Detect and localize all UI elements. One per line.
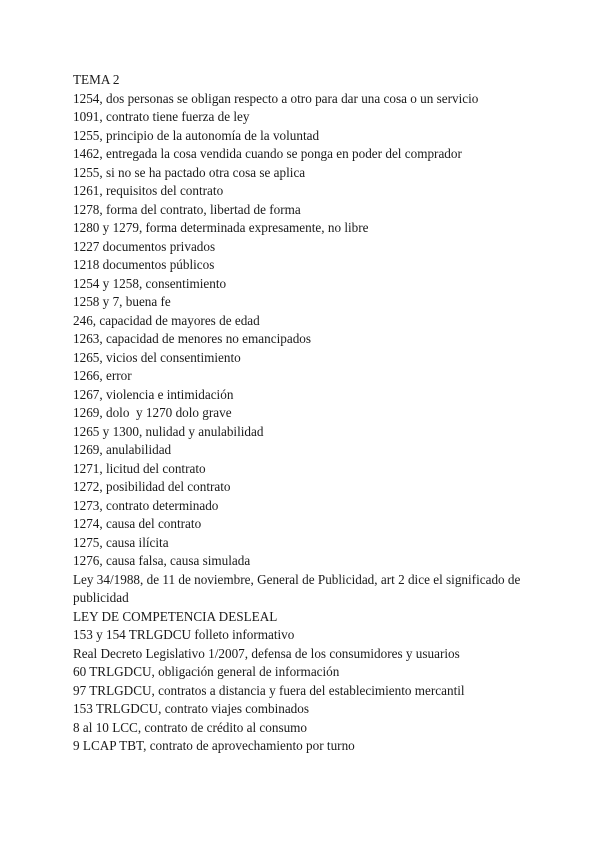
document-line: 1254, dos personas se obligan respecto a otro para dar una cosa o un servicio [73,90,479,106]
document-line: 1255, principio de la autonomía de la voluntad [73,127,320,143]
document-line: 1261, requisitos del contrato [73,183,224,198]
document-line: Real Decreto Legislativo 1/2007, defensa de los consumidores y usuarios [73,645,460,661]
document-line: 1265 y 1300, nulidad y anulabilidad [73,423,264,439]
document-line: 153 TRLGDCU, contrato viajes combinados [73,701,309,716]
document-line: 1271, licitud del contrato [73,460,206,476]
document-body [73,71,543,756]
document-line: 246, capacidad de mayores de edad [73,312,260,328]
document-line: 1275, causa ilícita [73,534,169,550]
document-line: 1266, error [73,368,132,383]
document-line: 1265, vicios del consentimiento [73,349,241,365]
document-line: 1227 documentos privados [73,238,216,254]
document-line: 1254 y 1258, consentimiento [73,275,227,291]
document-line: 1258 y 7, buena fe [73,294,171,309]
document-line: 1269, anulabilidad [73,442,172,457]
document-line: 1280 y 1279, forma determinada expresamente, no libre [73,220,369,235]
document-line: 8 al 10 LCC, contrato de crédito al consumo [73,719,308,735]
ley-publicidad-paragraph: Ley 34/1988, de 11 de noviembre, General de Publicidad, art 2 dice el significado de publicidad [73,571,521,605]
document-line: 153 y 154 TRLGDCU folleto informativo [73,627,295,642]
document-line: 60 TRLGDCU, obligación general de información [73,664,340,679]
document-line: 1272, posibilidad del contrato [73,479,231,494]
document-line: 1255, si no se ha pactado otra cosa se aplica [73,164,306,180]
document-line: 9 LCAP TBT, contrato de aprovechamiento por turno [73,738,355,753]
section-heading: LEY DE COMPETENCIA DESLEAL [73,608,278,624]
document-line: 1273, contrato determinado [73,497,219,513]
document-title: TEMA 2 [73,72,120,87]
document-line: 1263, capacidad de menores no emancipados [73,331,312,346]
document-line: 1462, entregada la cosa vendida cuando se ponga en poder del comprador [73,146,462,161]
document-line: 1274, causa del contrato [73,516,202,531]
document-line: 1091, contrato tiene fuerza de ley [73,109,250,124]
document-line: 1276, causa falsa, causa simulada [73,553,251,568]
document-line: 1278, forma del contrato, libertad de forma [73,201,301,217]
document-line: 1267, violencia e intimidación [73,386,234,402]
document-line: 1269, dolo y 1270 dolo grave [73,405,232,420]
document-line: 97 TRLGDCU, contratos a distancia y fuera del establecimiento mercantil [73,682,465,698]
document-line: 1218 documentos públicos [73,257,215,272]
